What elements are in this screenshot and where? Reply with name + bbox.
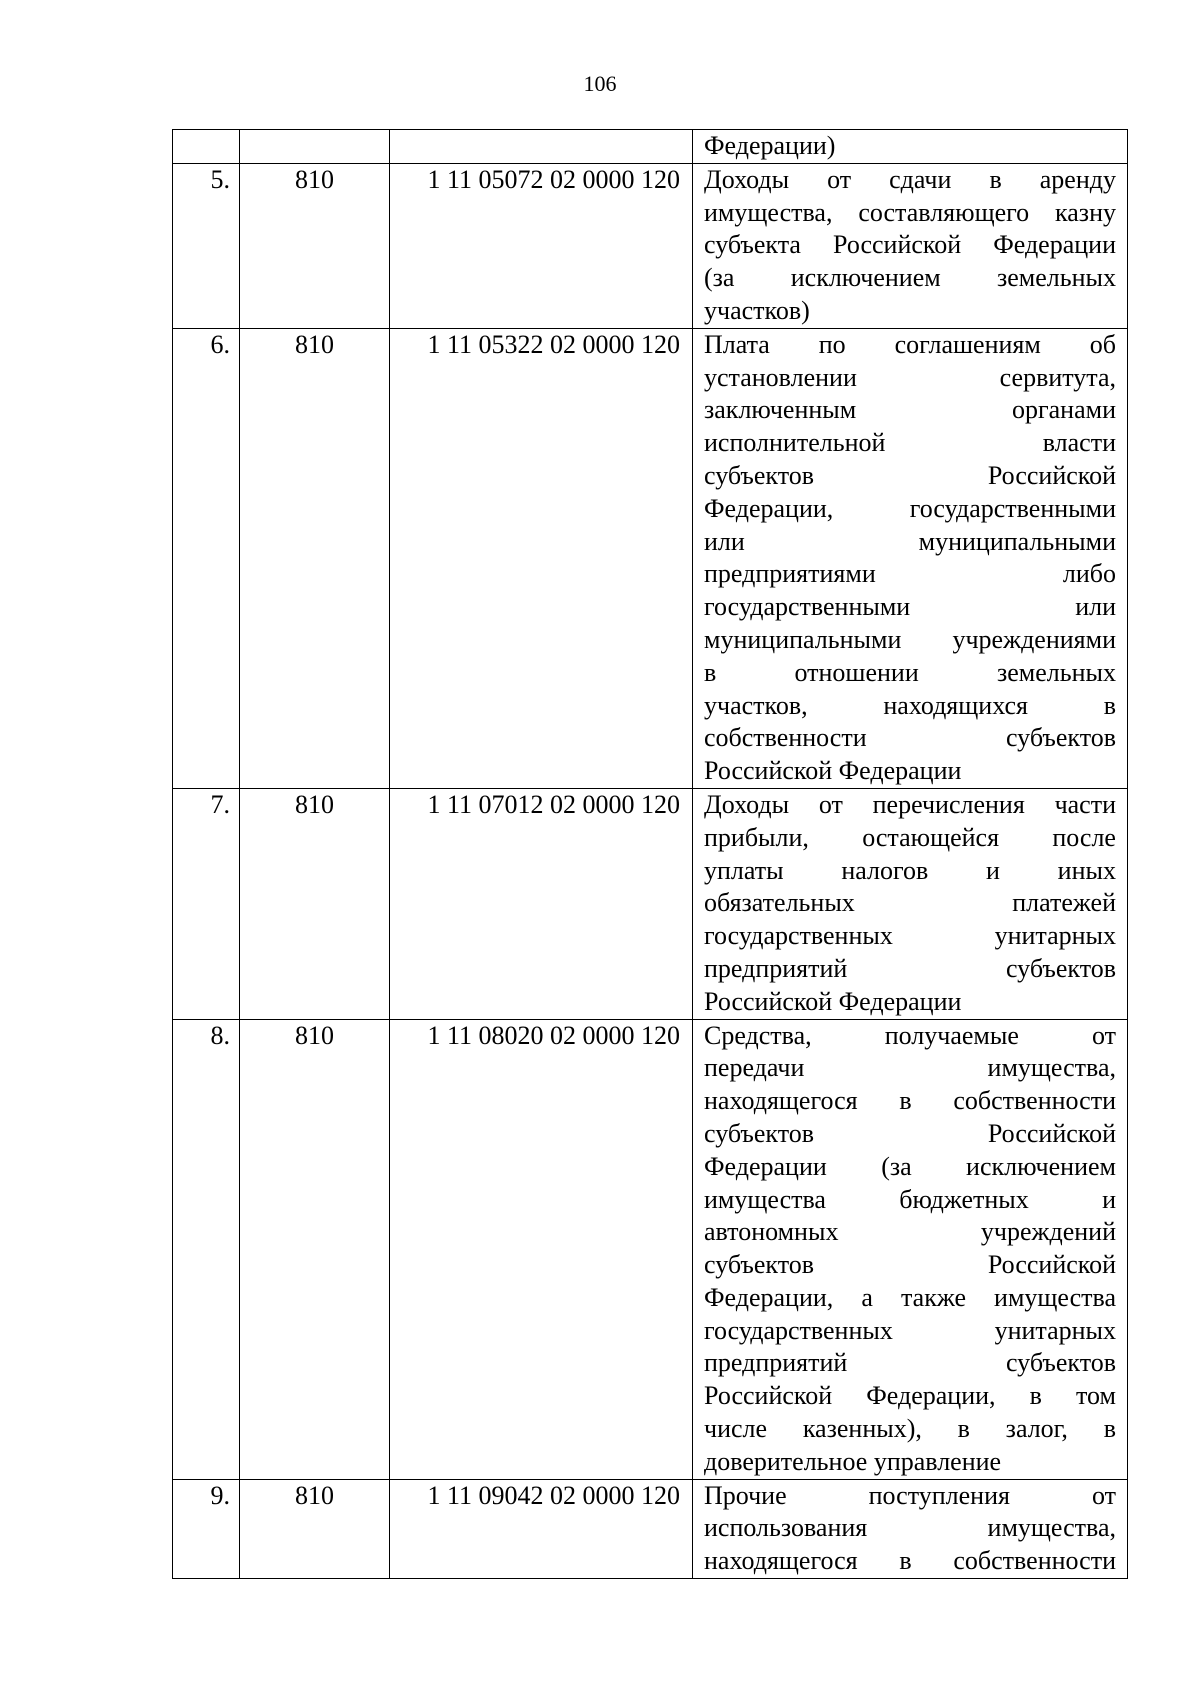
description-line [704,953,1116,986]
description-word: и [1102,1184,1116,1214]
description-line [704,822,1116,855]
description-line [704,1184,1116,1217]
table-row [173,1019,1128,1479]
row-number-cell: 9. [173,1479,240,1578]
description-line [704,1480,1116,1513]
description-word: находящихся [883,690,1028,720]
row-number-cell: 5. [173,163,240,328]
description-line [704,1216,1116,1249]
description-word: имущества, [987,1513,1116,1543]
description-word: об [1089,329,1116,359]
description-line [704,460,1116,493]
administrator-code-cell: 810 [240,163,390,328]
description-word: учреждениями [952,624,1116,654]
description-word: субъектов [704,460,815,490]
description-line [704,130,1116,163]
description-line [704,1446,1116,1479]
description-line [704,1282,1116,1315]
description-line [704,1512,1116,1545]
description-word: собственности [953,1086,1116,1116]
description-line [704,624,1116,657]
description-word: государственными [909,493,1116,523]
row-number-cell: 7. [173,788,240,1019]
description-word: муниципальными [704,624,902,654]
description-word: прибыли, [704,822,809,852]
description-word: использования [704,1513,868,1543]
description-word: и [986,855,1000,885]
revenue-code-cell [390,130,693,164]
description-word: установлении [704,362,857,392]
table-row [173,1479,1128,1578]
description-word: учреждений [980,1217,1116,1247]
description-line [704,197,1116,230]
description-word: от [1091,1020,1116,1050]
description-word: казну [1055,197,1116,227]
description-word: Плата [704,329,770,359]
description-word: Федерации) [704,131,836,160]
description-word: также [900,1282,966,1312]
description-word: отношении [794,657,919,687]
description-word: субъектов [1005,1348,1116,1378]
administrator-code-cell [240,130,390,164]
revenue-code-cell: 1 11 05072 02 0000 120 [390,163,693,328]
description-word: платежей [1012,888,1116,918]
description-line [704,164,1116,197]
table-body [173,130,1128,1579]
description-word: собственности [953,1546,1116,1576]
description-line [704,755,1116,788]
description-word: земельных [996,263,1116,293]
description-word: унитарных [994,1315,1116,1345]
description-word: налогов [841,855,929,885]
description-word: собственности [704,723,867,753]
description-word: земельных [996,657,1116,687]
description-word: по [818,329,846,359]
description-word: исключением [966,1151,1116,1181]
description-word: Прочие [704,1480,787,1510]
description-line [704,1545,1116,1578]
description-word: поступления [868,1480,1010,1510]
description-word: перечисления [872,789,1025,819]
description-line [704,295,1116,328]
description-word: а [861,1282,873,1312]
description-line [704,394,1116,427]
description-word: Средства, [704,1020,812,1050]
row-number-cell: 6. [173,328,240,788]
description-word: исполнительной [704,428,886,458]
description-line [704,1249,1116,1282]
description-word: Доходы [704,164,790,194]
administrator-code-cell: 810 [240,328,390,788]
description-line [704,229,1116,262]
description-word: находящегося [704,1546,858,1576]
description-line [704,690,1116,723]
description-word: соглашениям [894,329,1041,359]
description-word: аренду [1039,164,1116,194]
revenue-description-cell [693,328,1128,788]
row-number-cell: 8. [173,1019,240,1479]
description-word: Российской [987,1250,1116,1280]
description-word: бюджетных [899,1184,1029,1214]
description-word: Российской [833,230,962,260]
description-word: сервитута, [999,362,1116,392]
description-word: Российской Федерации [704,756,962,786]
description-word: имущества, [704,197,833,227]
revenue-description-cell [693,1019,1128,1479]
revenue-description-cell [693,130,1128,164]
revenue-code-cell: 1 11 07012 02 0000 120 [390,788,693,1019]
description-line [704,657,1116,690]
description-word: составляющего [858,197,1030,227]
description-line [704,362,1116,395]
description-word: имущества, [987,1053,1116,1083]
description-word: части [1054,789,1116,819]
description-line [704,591,1116,624]
description-word: (за [704,263,735,293]
page-number: 106 [583,71,617,96]
revenue-code-cell: 1 11 08020 02 0000 120 [390,1019,693,1479]
description-word: предприятий [704,953,848,983]
description-line [704,1151,1116,1184]
description-line [704,887,1116,920]
revenue-description-cell [693,163,1128,328]
description-word: органами [1011,395,1116,425]
description-word: Федерации [993,230,1116,260]
description-line [704,920,1116,953]
description-line [704,493,1116,526]
description-word: в [989,164,1002,194]
description-word: участков, [704,690,808,720]
description-word: имущества [704,1184,826,1214]
description-word: в [1029,1381,1042,1411]
description-line [704,789,1116,822]
description-word: доверительное управление [704,1446,1002,1476]
description-word: обязательных [704,888,855,918]
description-word: (за [881,1151,912,1181]
description-word: казенных), [802,1414,922,1444]
description-line [704,986,1116,1019]
description-word: том [1076,1381,1116,1411]
description-word: государственных [704,921,893,951]
description-word: предприятиями [704,559,876,589]
revenue-description-cell [693,1479,1128,1578]
administrator-code-cell: 810 [240,788,390,1019]
description-word: исключением [790,263,941,293]
description-line [704,1413,1116,1446]
description-word: Российской Федерации [704,986,962,1016]
description-word: или [1075,592,1116,622]
description-line [704,855,1116,888]
revenue-description-cell [693,788,1128,1019]
administrator-code-cell: 810 [240,1019,390,1479]
description-word: Российской [987,460,1116,490]
description-word: в [704,657,717,687]
description-word: Российской [704,1381,833,1411]
description-word: власти [1042,428,1116,458]
description-line [704,558,1116,591]
description-word: от [1091,1480,1116,1510]
description-word: субъектов [704,1118,815,1148]
description-word: числе [704,1414,768,1444]
description-word: от [827,164,852,194]
description-word: субъектов [704,1250,815,1280]
description-word: муниципальными [918,526,1116,556]
description-word: или [704,526,745,556]
description-word: предприятий [704,1348,848,1378]
description-word: в [1103,690,1116,720]
description-word: залог, [1005,1414,1068,1444]
description-line [704,262,1116,295]
table-row [173,328,1128,788]
description-word: автономных [704,1217,839,1247]
description-word: субъекта [704,230,801,260]
description-word: заключенным [704,395,857,425]
description-word: субъектов [1005,953,1116,983]
revenue-code-cell: 1 11 05322 02 0000 120 [390,328,693,788]
description-word: Федерации, [704,1282,834,1312]
description-line [704,526,1116,559]
description-word: иных [1057,855,1116,885]
table-row [173,130,1128,164]
row-number-cell [173,130,240,164]
description-word: субъектов [1005,723,1116,753]
description-word: государственных [704,1315,893,1345]
description-word: Доходы [704,789,790,819]
description-word: имущества [994,1282,1116,1312]
description-word: либо [1062,559,1116,589]
description-word: передачи [704,1053,805,1083]
description-word: после [1052,822,1116,852]
description-word: унитарных [994,921,1116,951]
description-line [704,1315,1116,1348]
description-word: находящегося [704,1086,858,1116]
description-line [704,722,1116,755]
description-word: Федерации [704,1151,827,1181]
description-line [704,1118,1116,1151]
description-line [704,427,1116,460]
description-word: сдачи [889,164,952,194]
revenue-codes-table [172,129,1128,1579]
table-row [173,163,1128,328]
description-word: в [957,1414,970,1444]
revenue-code-cell: 1 11 09042 02 0000 120 [390,1479,693,1578]
description-word: получаемые [884,1020,1019,1050]
description-word: остающейся [862,822,1000,852]
description-line [704,1052,1116,1085]
description-word: уплаты [704,855,784,885]
description-word: Федерации, [866,1381,996,1411]
description-word: Федерации, [704,493,834,523]
description-line [704,329,1116,362]
description-line [704,1380,1116,1413]
description-word: в [1103,1414,1116,1444]
description-word: в [899,1086,912,1116]
description-word: Российской [987,1118,1116,1148]
description-line [704,1020,1116,1053]
description-line [704,1085,1116,1118]
table-row [173,788,1128,1019]
description-line [704,1347,1116,1380]
description-word: в [899,1546,912,1576]
administrator-code-cell: 810 [240,1479,390,1578]
description-word: государственными [704,592,911,622]
description-word: от [818,789,843,819]
description-word: участков) [704,295,810,325]
